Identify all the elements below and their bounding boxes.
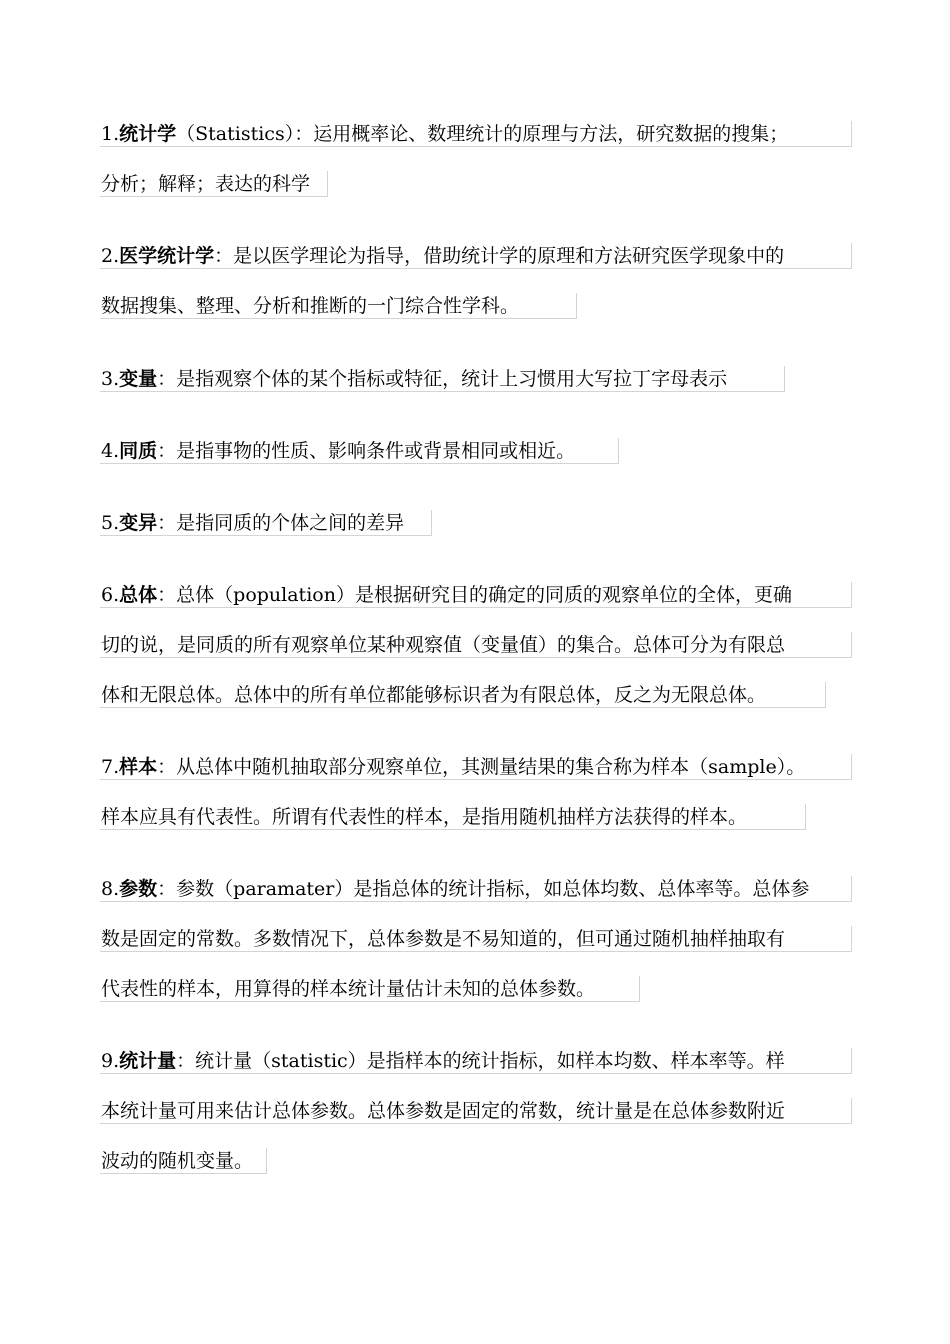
entry-text: ：是指观察个体的某个指标或特征，统计上习惯用大写拉丁字母表示 xyxy=(157,368,728,390)
entry-term: 医学统计学 xyxy=(119,245,215,267)
entry-text: ：总体（population）是根据研究目的确定的同质的观察单位的全体，更确 xyxy=(157,584,792,606)
entry-text: 数据搜集、整理、分析和推断的一门综合性学科。 xyxy=(101,295,520,317)
entry-text: 代表性的样本，用算得的样本统计量估计未知的总体参数。 xyxy=(101,978,596,1000)
entry-line xyxy=(100,632,852,658)
entry-number: 3. xyxy=(101,368,120,390)
entry-line xyxy=(100,1148,267,1174)
definition-entry-3 xyxy=(100,366,852,416)
definition-entry-1 xyxy=(100,121,852,221)
entry-number: 1. xyxy=(101,123,120,145)
entry-line xyxy=(100,293,577,319)
entry-text: ：参数（paramater）是指总体的统计指标，如总体均数、总体率等。总体参 xyxy=(157,878,810,900)
entry-number: 6. xyxy=(101,584,120,606)
entry-term: 总体 xyxy=(119,584,158,606)
entry-text: 样本应具有代表性。所谓有代表性的样本，是指用随机抽样方法获得的样本。 xyxy=(101,806,748,828)
entry-number: 7. xyxy=(101,756,120,778)
entry-text: ：是以医学理论为指导，借助统计学的原理和方法研究医学现象中的 xyxy=(214,245,785,267)
entry-text: 分析；解释；表达的科学 xyxy=(101,173,311,195)
entry-line xyxy=(100,804,806,830)
entry-number: 8. xyxy=(101,878,120,900)
entry-text: 本统计量可用来估计总体参数。总体参数是固定的常数，统计量是在总体参数附近 xyxy=(101,1100,786,1122)
definition-entry-6 xyxy=(100,582,852,732)
definition-entry-4 xyxy=(100,438,852,488)
definition-entry-2 xyxy=(100,243,852,343)
entry-term: 同质 xyxy=(119,440,158,462)
entry-text: 体和无限总体。总体中的所有单位都能够标识者为有限总体，反之为无限总体。 xyxy=(101,684,767,706)
entry-line xyxy=(100,366,785,392)
definition-entry-5 xyxy=(100,510,852,560)
entry-term: 变量 xyxy=(119,368,158,390)
entry-term: 参数 xyxy=(119,878,158,900)
entry-line xyxy=(100,754,852,780)
entry-line xyxy=(100,171,328,197)
entry-text: ：统计量（statistic）是指样本的统计指标，如样本均数、样本率等。样 xyxy=(176,1050,785,1072)
entry-text: 数是固定的常数。多数情况下，总体参数是不易知道的，但可通过随机抽样抽取有 xyxy=(101,928,786,950)
entry-number: 5. xyxy=(101,512,120,534)
entry-text: （Statistics）：运用概率论、数理统计的原理与方法，研究数据的搜集； xyxy=(176,123,789,145)
entry-number: 2. xyxy=(101,245,120,267)
entry-line xyxy=(100,976,640,1002)
entry-line xyxy=(100,926,852,952)
entry-term: 统计量 xyxy=(119,1050,177,1072)
entry-line xyxy=(100,438,619,464)
entry-line xyxy=(100,121,852,147)
entry-line xyxy=(100,510,432,536)
entry-term: 统计学 xyxy=(119,123,177,145)
definition-entry-8 xyxy=(100,876,852,1026)
entry-text: ：是指同质的个体之间的差异 xyxy=(157,512,405,534)
entry-term: 样本 xyxy=(119,756,158,778)
entry-text: ：是指事物的性质、影响条件或背景相同或相近。 xyxy=(157,440,576,462)
entry-number: 9. xyxy=(101,1050,120,1072)
entry-line xyxy=(100,1098,852,1124)
entry-term: 变异 xyxy=(119,512,158,534)
entry-text: 切的说，是同质的所有观察单位某种观察值（变量值）的集合。总体可分为有限总 xyxy=(101,634,786,656)
definition-entry-7 xyxy=(100,754,852,854)
entry-line xyxy=(100,1048,852,1074)
entry-line xyxy=(100,582,852,608)
entry-line xyxy=(100,243,852,269)
entry-text: 波动的随机变量。 xyxy=(101,1150,254,1172)
entry-line xyxy=(100,682,826,708)
entry-text: ：从总体中随机抽取部分观察单位，其测量结果的集合称为样本（sample）。 xyxy=(157,756,806,778)
entry-number: 4. xyxy=(101,440,120,462)
entry-line xyxy=(100,876,852,902)
definition-entry-9 xyxy=(100,1048,852,1198)
